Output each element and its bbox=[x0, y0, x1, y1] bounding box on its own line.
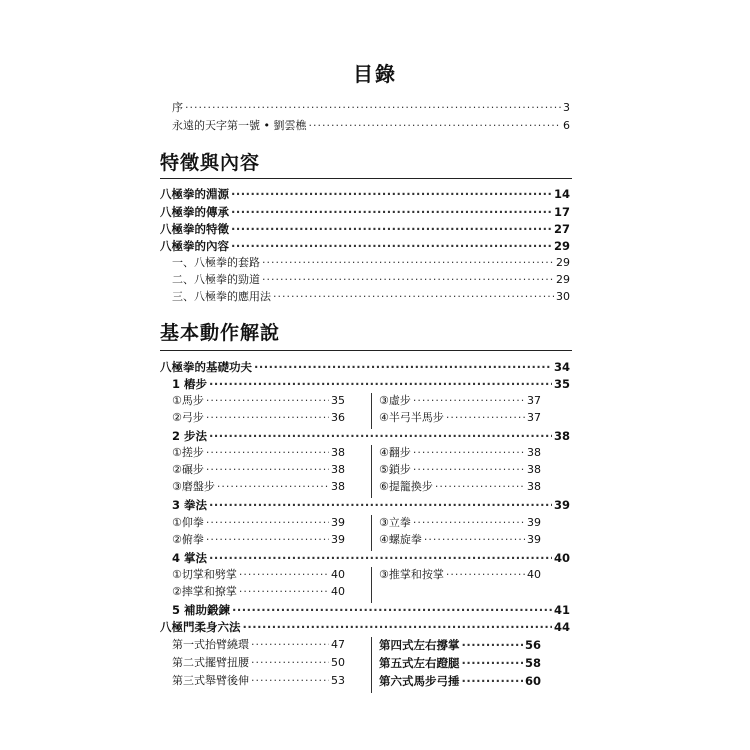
column-divider bbox=[371, 637, 372, 693]
toc-item[interactable]: 第五式左右蹬腿 ····· 58 bbox=[379, 656, 541, 670]
toc-entry[interactable]: 八極拳的特徵 ····· 27 bbox=[160, 222, 570, 236]
toc-group-heading[interactable]: 3 拳法 ····· 39 bbox=[172, 498, 570, 512]
toc-item[interactable]: ②弓步 ····· 36 bbox=[172, 411, 345, 425]
toc-item[interactable]: 第四式左右撐掌 ····· 56 bbox=[379, 638, 541, 652]
toc-item[interactable]: ②摔掌和撩掌 ····· 40 bbox=[172, 585, 345, 599]
toc-item[interactable]: ④螺旋拳 ····· 39 bbox=[379, 533, 541, 547]
column-divider bbox=[371, 567, 372, 603]
toc-item[interactable]: 第三式舉臂後伸 ····· 53 bbox=[172, 674, 345, 688]
section-title: 特徵與內容 bbox=[160, 152, 261, 174]
leader-dots bbox=[185, 101, 561, 115]
section-divider bbox=[160, 350, 572, 351]
toc-item[interactable]: 第六式馬步弓捶 ····· 60 bbox=[379, 674, 541, 688]
toc-item[interactable]: ④半弓半馬步 ····· 37 bbox=[379, 411, 541, 425]
toc-item[interactable]: 第一式抬臂繞環 ····· 47 bbox=[172, 638, 345, 652]
section-title: 基本動作解說 bbox=[160, 322, 281, 344]
toc-item[interactable]: ③立拳 ····· 39 bbox=[379, 516, 541, 530]
toc-item[interactable]: ⑤鎖步 ····· 38 bbox=[379, 463, 541, 477]
toc-item[interactable]: ①切掌和劈掌 ····· 40 bbox=[172, 568, 345, 582]
toc-entry[interactable]: 八極拳的傳承 ····· 17 bbox=[160, 205, 570, 219]
toc-item[interactable]: ③虛步 ····· 37 bbox=[379, 394, 541, 408]
toc-item[interactable]: ②碾步 ····· 38 bbox=[172, 463, 345, 477]
toc-entry-foreword[interactable]: 永遠的天字第一號 • 劉雲樵 ····· 6 bbox=[172, 119, 570, 133]
section-divider bbox=[160, 178, 572, 179]
toc-entry[interactable]: 八極拳的淵源 ····· 14 bbox=[160, 187, 570, 201]
column-divider bbox=[371, 393, 372, 429]
toc-subentry[interactable]: 二、八極拳的勁道 ····· 29 bbox=[172, 273, 570, 287]
page-title: 目錄 bbox=[353, 62, 397, 86]
toc-item[interactable]: ①仰拳 ····· 39 bbox=[172, 516, 345, 530]
toc-group-heading[interactable]: 2 步法 ····· 38 bbox=[172, 429, 570, 443]
toc-entry[interactable]: 八極門柔身六法 ····· 44 bbox=[160, 620, 570, 634]
toc-group-heading[interactable]: 1 樁步 ····· 35 bbox=[172, 377, 570, 391]
toc-item[interactable]: ③推掌和按掌 ····· 40 bbox=[379, 568, 541, 582]
toc-subentry[interactable]: 三、八極拳的應用法 ····· 30 bbox=[172, 290, 570, 304]
toc-item[interactable]: ③磨盤步 ····· 38 bbox=[172, 480, 345, 494]
toc-entry[interactable]: 八極拳的內容 ····· 29 bbox=[160, 239, 570, 253]
toc-item[interactable]: ①馬步 ····· 35 bbox=[172, 394, 345, 408]
toc-item[interactable]: ⑥提籠換步 ····· 38 bbox=[379, 480, 541, 494]
toc-item[interactable]: ②俯拳 ····· 39 bbox=[172, 533, 345, 547]
toc-item[interactable]: 第二式擺臂扭腰 ····· 50 bbox=[172, 656, 345, 670]
toc-group-heading[interactable]: 5 補助鍛鍊 ····· 41 bbox=[172, 603, 570, 617]
column-divider bbox=[371, 445, 372, 498]
column-divider bbox=[371, 515, 372, 551]
toc-item[interactable]: ④翻步 ····· 38 bbox=[379, 446, 541, 460]
toc-item[interactable]: ①搓步 ····· 38 bbox=[172, 446, 345, 460]
leader-dots bbox=[308, 119, 561, 133]
toc-entry[interactable]: 八極拳的基礎功夫 ····· 34 bbox=[160, 360, 570, 374]
toc-subentry[interactable]: 一、八極拳的套路 ····· 29 bbox=[172, 256, 570, 270]
toc-entry-preface[interactable]: 序 ····· 3 bbox=[172, 101, 570, 115]
toc-group-heading[interactable]: 4 掌法 ····· 40 bbox=[172, 551, 570, 565]
